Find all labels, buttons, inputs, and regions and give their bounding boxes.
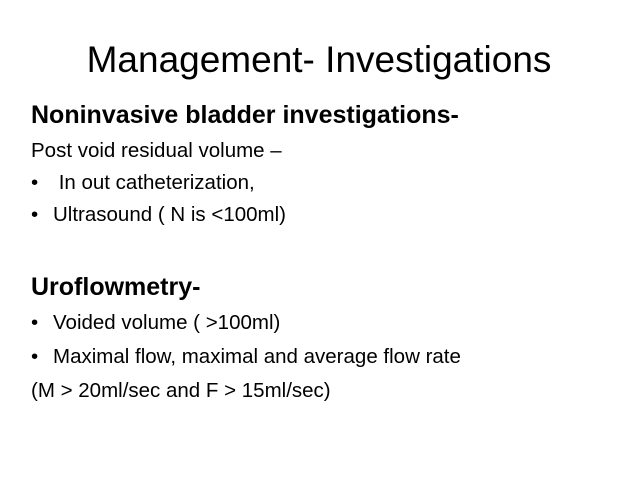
bullet-item bbox=[31, 342, 631, 372]
bullet-text: Ultrasound ( N is <100ml) bbox=[53, 203, 286, 226]
bullet-text: Voided volume ( >100ml) bbox=[53, 311, 281, 334]
slide-body bbox=[31, 98, 631, 406]
spacer bbox=[31, 230, 631, 264]
bullet-marker: • bbox=[31, 171, 39, 194]
section-heading-uroflowmetry: Uroflowmetry- bbox=[31, 273, 201, 301]
bullet-item bbox=[31, 200, 631, 230]
bullet-marker: • bbox=[31, 345, 39, 368]
bullet-text: Maximal flow, maximal and average flow rate bbox=[53, 345, 461, 368]
bullet-item bbox=[31, 168, 631, 198]
note-text: (M > 20ml/sec and F > 15ml/sec) bbox=[31, 379, 331, 402]
section-heading-noninvasive: Noninvasive bladder investigations- bbox=[31, 101, 459, 129]
intro-text: Post void residual volume – bbox=[31, 139, 282, 162]
bullet-marker: • bbox=[31, 203, 39, 226]
bullet-item bbox=[31, 308, 631, 338]
bullet-marker: • bbox=[31, 311, 39, 334]
slide-title: Management- Investigations bbox=[86, 39, 552, 80]
bullet-text: In out catheterization, bbox=[53, 171, 255, 194]
